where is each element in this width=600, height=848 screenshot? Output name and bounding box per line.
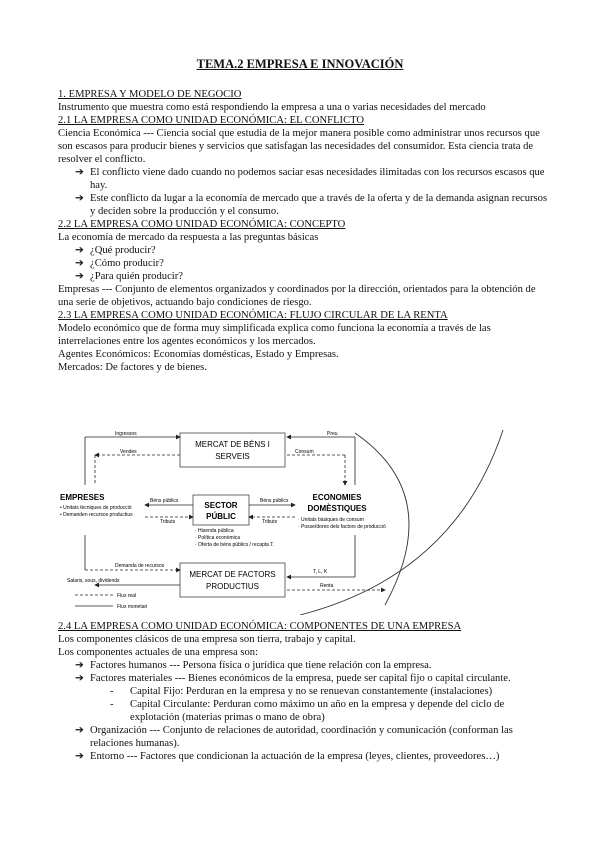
arrow-icon: ➔: [75, 167, 84, 178]
list-item: ➔ El conflicto viene dado cuando no podemos saciar esas necesidades ilimitadas con los recursos escasos que hay.: [75, 167, 545, 191]
list-item: ➔ Organización --- Conjunto de relaciones de autoridad, coordinación y comunicación (conforman las relaciones humanas).: [75, 725, 513, 749]
paragraph: La economía de mercado da respuesta a las preguntas básicas: [58, 232, 319, 243]
sector-label: SECTOR: [204, 501, 238, 510]
sector-note: · Oferta de béns públics / recapta T.: [195, 542, 275, 548]
list-item: ➔ Este conflicto da lugar a la economía de mercado que a través de la oferta y de la demanda asignan recursos y deciden sobre la producción y el consumo.: [75, 193, 548, 217]
legend-label: Flux real: [117, 593, 137, 599]
legend-label: Flux monetari: [117, 604, 148, 610]
section-heading: 2.3 LA EMPRESA COMO UNIDAD ECONÓMICA: FLUJO CIRCULAR DE LA RENTA: [58, 310, 448, 321]
list-item: ➔ ¿Cómo producir?: [75, 258, 164, 269]
paragraph: Modelo económico que de forma muy simplificada explica como funciona la economía a través de las interrelaciones entre los agentes económicos y los mercados.: [58, 323, 491, 347]
flow-label: Salaris, sous, dividends: [67, 578, 120, 584]
arrow-icon: ➔: [75, 271, 84, 282]
section-1: [58, 88, 548, 374]
economies-label: ECONOMIES: [312, 493, 362, 502]
flow-label: Béns públics: [260, 498, 289, 504]
section-heading: 2.4 LA EMPRESA COMO UNIDAD ECONÓMICA: COMPONENTES DE UNA EMPRESA: [58, 621, 462, 632]
mercat-bens-label: SERVEIS: [215, 452, 250, 461]
list-item: - Capital Circulante: Perduran como máximo un año en la empresa y depende del ciclo de explotación (materias primas o mano de obra): [110, 699, 505, 723]
sector-note: · Política econòmica: [195, 535, 241, 541]
paragraph: Agentes Económicos: Economías domésticas, Estado y Empresas.: [58, 349, 339, 360]
section-2-4: [58, 620, 548, 763]
flow-label: Renta: [320, 583, 334, 589]
flow-label: Tributs: [262, 519, 278, 525]
paragraph: Ciencia Económica --- Ciencia social que estudia de la mejor manera posible como administrar unos recursos que son escasos para producir bienes y servicios que satisfagan las necesidades del consumidor. Esta ciencia trata de resolver el conflicto.: [58, 128, 540, 165]
sector-label: PÚBLIC: [206, 512, 236, 521]
flow-label: T, L, K: [313, 569, 328, 575]
empreses-label: EMPRESES: [60, 493, 105, 502]
paragraph: Los componentes clásicos de una empresa son tierra, trabajo y capital.: [58, 634, 356, 645]
arrow-icon: ➔: [75, 673, 84, 684]
mercat-factors-label: PRODUCTIUS: [206, 582, 259, 591]
paragraph: Los componentes actuales de una empresa son:: [58, 647, 259, 658]
arrow-icon: ➔: [75, 258, 84, 269]
section-heading: 2.2 LA EMPRESA COMO UNIDAD ECONÓMICA: CONCEPTO: [58, 219, 346, 230]
mercat-factors-label: MERCAT DE FACTORS: [189, 570, 276, 579]
section-heading: 1. EMPRESA Y MODELO DE NEGOCIO: [58, 89, 242, 100]
empreses-note: • Unitats tècniques de producció: [60, 505, 132, 511]
list-item: ➔ ¿Qué producir?: [75, 245, 156, 256]
circular-flow-diagram: [55, 425, 545, 615]
document-title: TEMA.2 EMPRESA E INNOVACIÓN: [196, 57, 404, 71]
list-item: - Capital Fijo: Perduran en la empresa y no se renuevan constantemente (instalaciones): [110, 686, 493, 697]
section-heading: 2.1 LA EMPRESA COMO UNIDAD ECONÓMICA: EL CONFLICTO: [58, 115, 365, 126]
list-item: ➔ Entorno --- Factores que condicionan la actuación de la empresa (leyes, clientes, proveedores…): [75, 751, 500, 762]
paragraph: Instrumento que muestra como está respondiendo la empresa a una o varias necesidades del mercado: [58, 102, 486, 113]
flow-label: Consum: [295, 449, 314, 455]
empreses-note: • Demanden recursos productius: [60, 512, 133, 518]
economies-label: DOMÈSTIQUES: [307, 504, 367, 513]
arrow-icon: ➔: [75, 751, 84, 762]
paragraph: Mercados: De factores y de bienes.: [58, 362, 207, 373]
arrow-icon: ➔: [75, 245, 84, 256]
paragraph: Empresas --- Conjunto de elementos organizados y coordinados por la dirección, orientados para la obtención de una serie de objetivos, actuando bajo condiciones de riesgo.: [58, 284, 536, 308]
flow-label: Béns públics: [150, 498, 179, 504]
flow-label: Tributs: [160, 519, 176, 525]
arrow-icon: ➔: [75, 193, 84, 204]
arrow-icon: ➔: [75, 660, 84, 671]
list-item: ➔ Factores humanos --- Persona física o jurídica que tiene relación con la empresa.: [75, 660, 432, 671]
mercat-bens-label: MERCAT DE BÉNS I: [195, 440, 270, 449]
arrow-icon: ➔: [75, 725, 84, 736]
flow-label: Ingressos: [115, 431, 137, 437]
flow-label: Demanda de recursos: [115, 563, 165, 569]
economies-note: · Posseïdores dels factors de producció: [298, 524, 386, 530]
flow-label: Preu: [327, 431, 338, 437]
list-item: ➔ ¿Para quién producir?: [75, 271, 183, 282]
flow-label: Vendes: [120, 449, 137, 455]
list-item: ➔ Factores materiales --- Bienes económicos de la empresa, puede ser capital fijo o capital circulante.: [75, 673, 511, 684]
economies-note: · Unitats bàsiques de consum: [298, 517, 364, 523]
sector-note: · Hisenda pública: [195, 528, 234, 534]
